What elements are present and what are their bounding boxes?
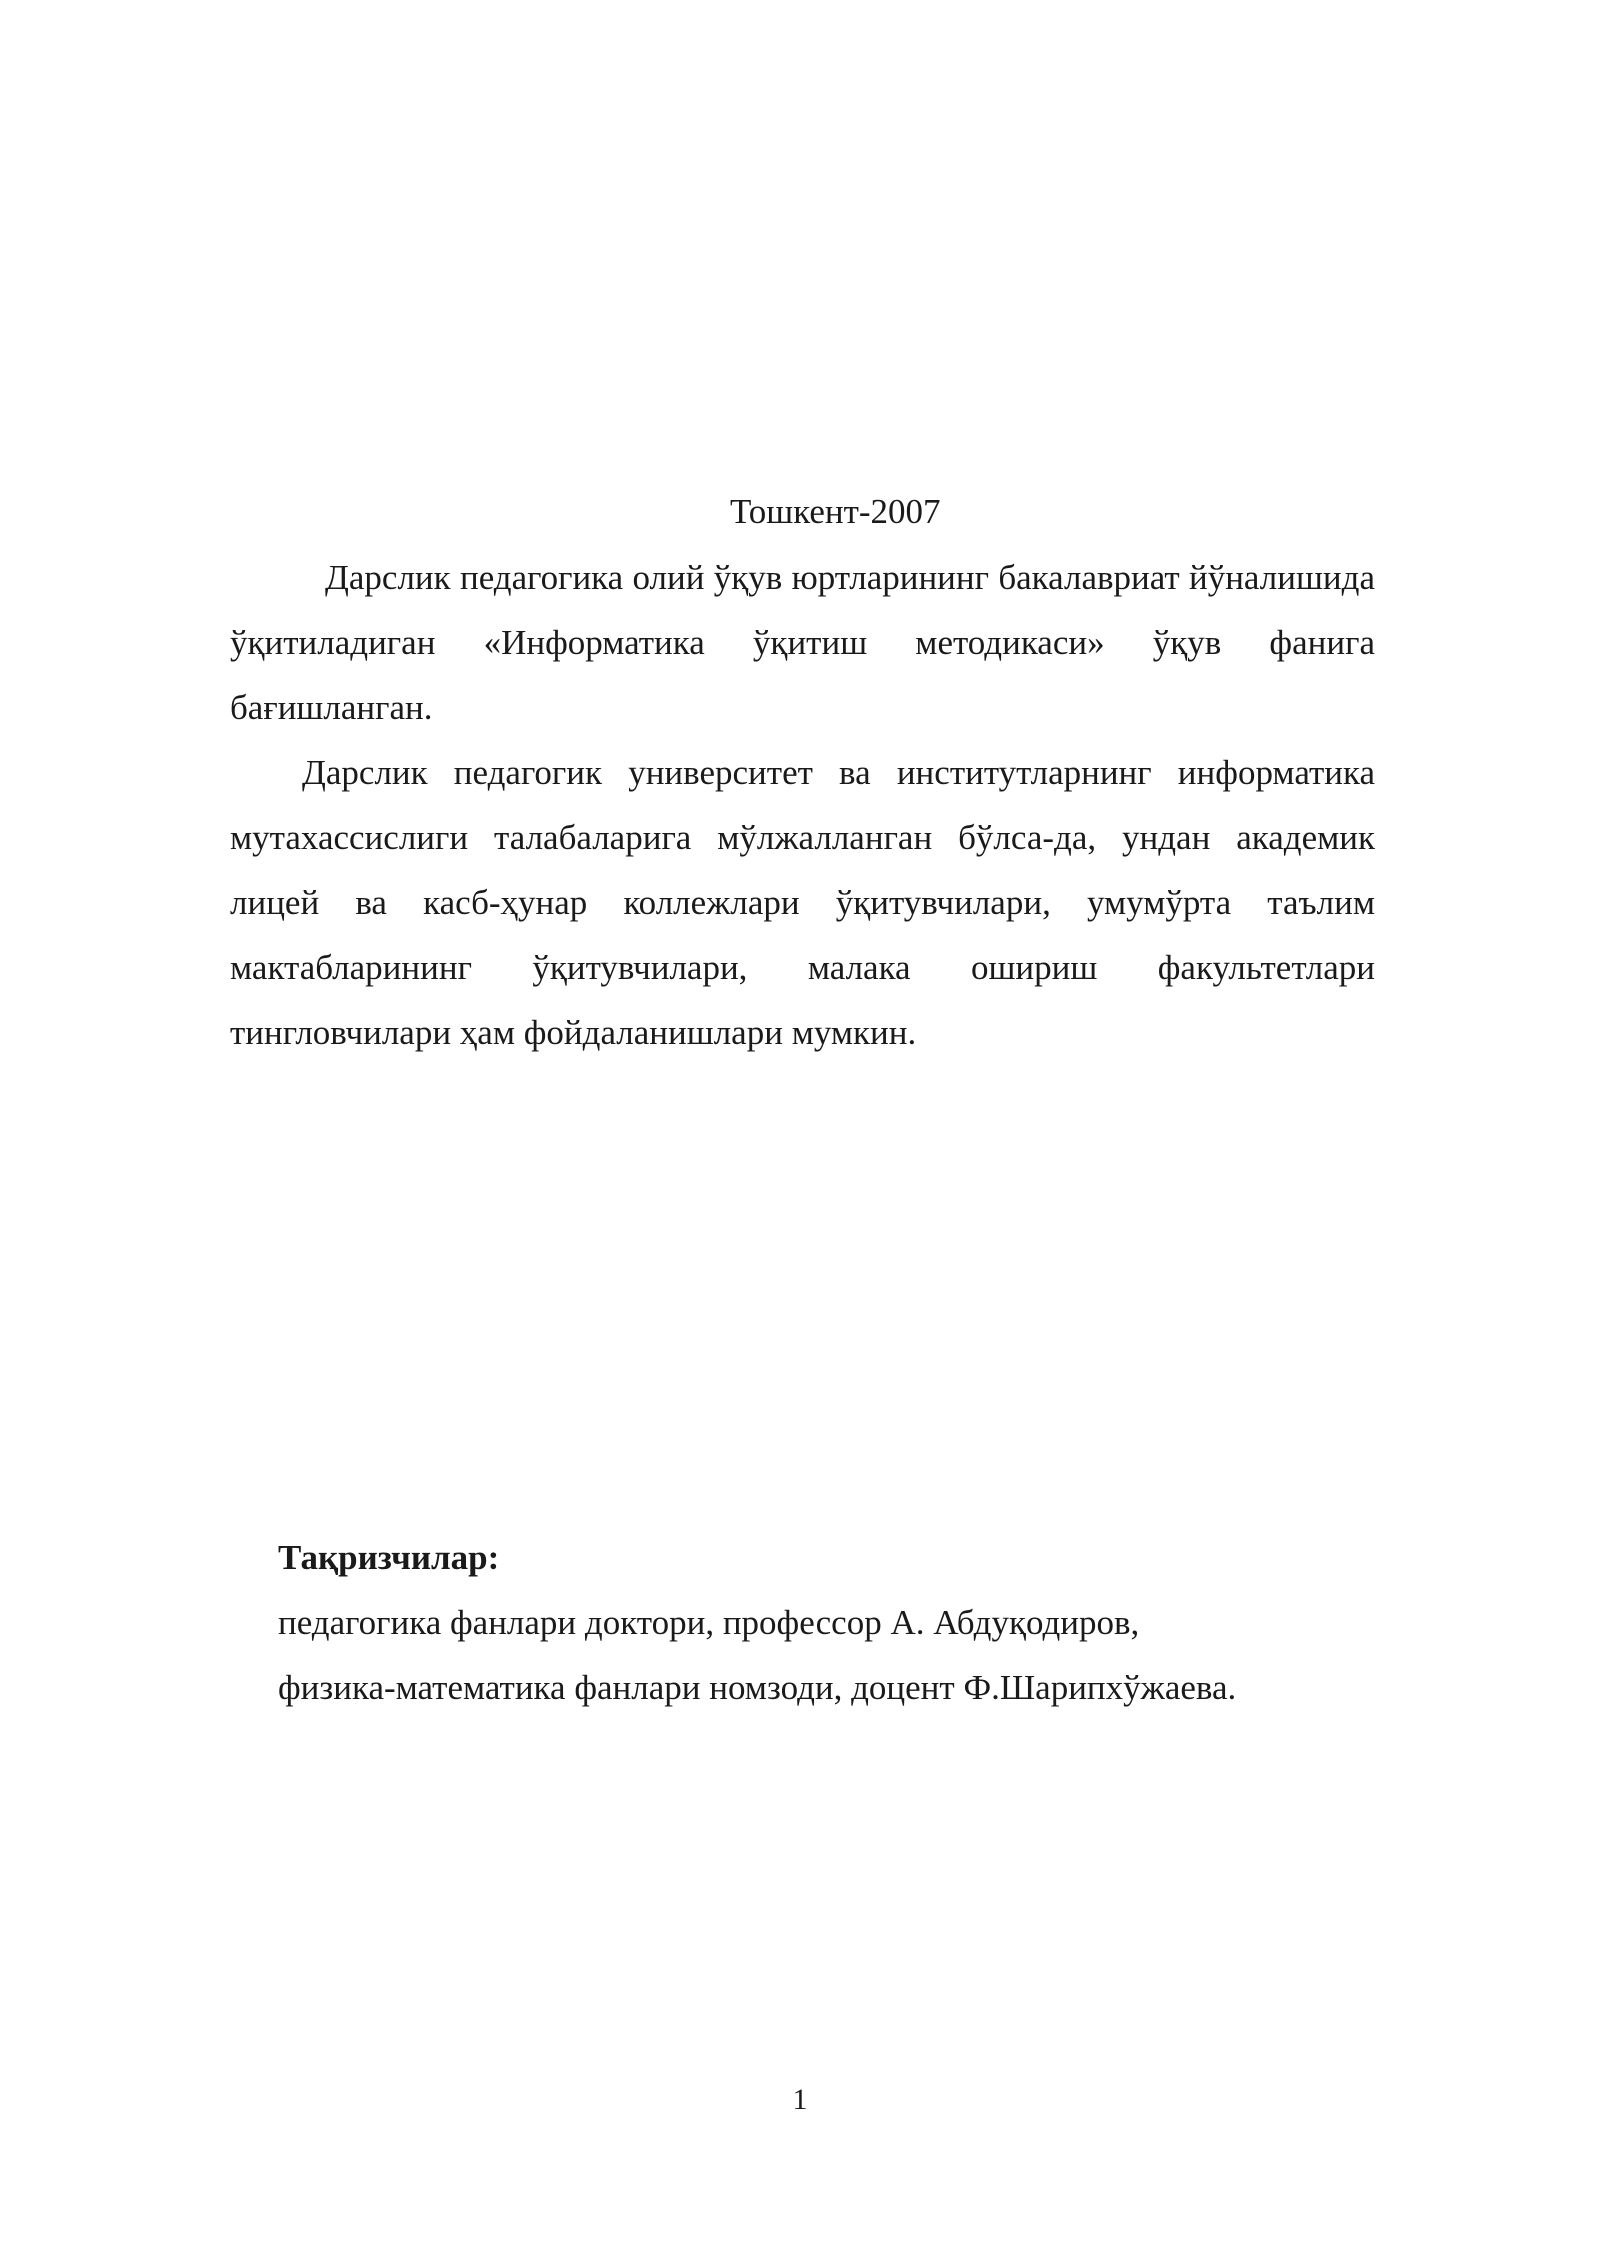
paragraph-description: Дарслик педагогика олий ўқув юртларининг бакалавриат йўналишида ўқитиладиган «Информатика ўқитиш методикаси» ўқув фанига бағишланган. bbox=[230, 558, 1375, 727]
city-year: Тошкент-2007 bbox=[730, 492, 941, 531]
paragraph-audience: Дарслик педагогик университет ва институтларнинг информатика мутахассислиги талабаларига мўлжалланган бўлса-да, ундан академик лицей ва касб-ҳунар коллежлари ўқитувчилари, умумўрта таълим мактабларининг ўқитувчилари, малака ошириш факультетлари тингловчилари ҳам фойдаланишлари мумкин. bbox=[230, 753, 1375, 1052]
reviewers-block bbox=[278, 1525, 1236, 1720]
reviewer-line: педагогика фанлари доктори, профессор А. Абдуқодиров, bbox=[278, 1603, 1140, 1642]
page-number: 1 bbox=[792, 2083, 808, 2116]
reviewers-title: Тақризчилар: bbox=[278, 1538, 500, 1577]
reviewer-line: физика-математика фанлари номзоди, доцент Ф.Шарипхўжаева. bbox=[278, 1668, 1237, 1707]
